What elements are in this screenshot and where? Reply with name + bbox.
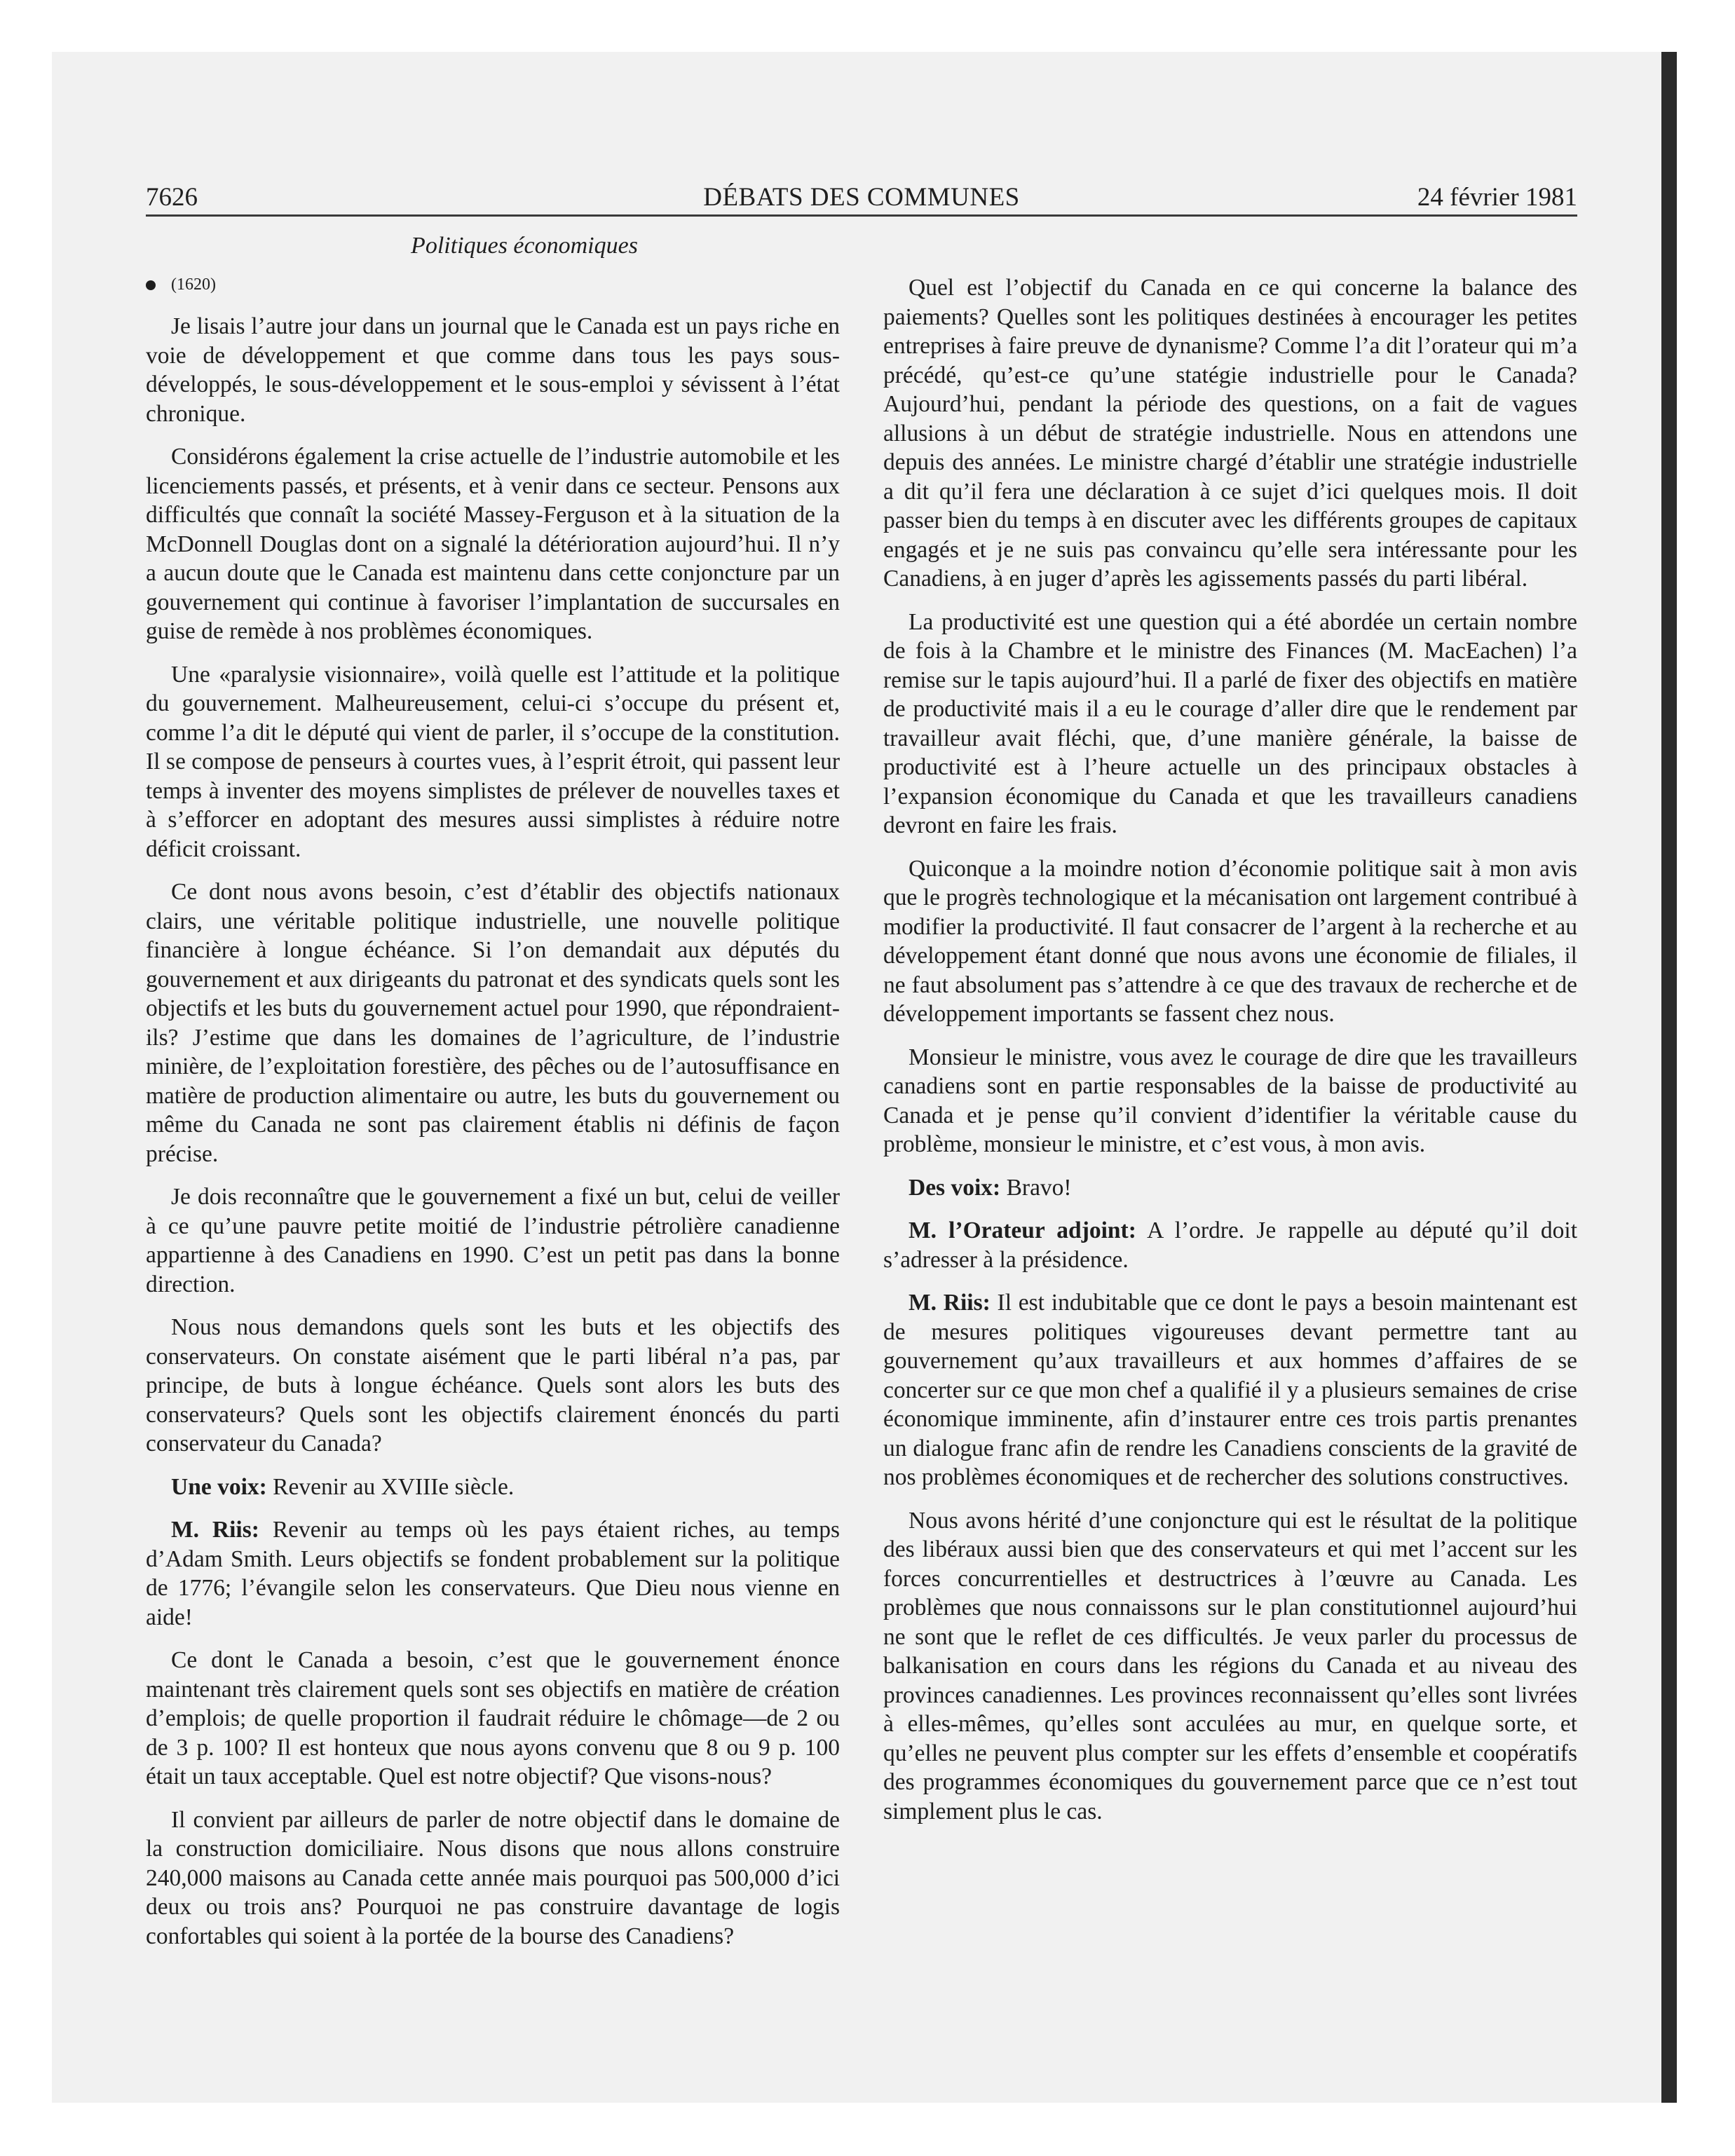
left-paragraphs (146, 312, 840, 1951)
timestamp (146, 271, 840, 300)
paragraph-text: Quiconque a la moindre notion d’économie politique sait à mon avis que le progrès technologique et la mécanisation ont largement contribué à modifier la productivité. Il faut consacrer de l’argent à la recherche et au développement étant donné que nous avons une économie de filiales, il ne faut absolument pas s’attendre à ce que des travaux de recherche et de développement importants se fassent chez nous. (883, 855, 1577, 1027)
paragraph (146, 660, 840, 864)
paragraph-text: A l’ordre. Je rappelle au député qu’il doit s’adresser à la présidence. (883, 1217, 1578, 1273)
paragraph-text: Je dois reconnaître que le gouvernement a fixé un but, celui de veiller à ce qu’une pauvre petite moitié de l’industrie pétrolière canadienne appartienne à des Canadiens en 1990. C’est un petit pas dans la bonne direction. (146, 1184, 840, 1297)
scan-edge-bar (1661, 52, 1677, 2103)
right-column (883, 273, 1577, 1840)
speaker-name: M. Riis: (171, 1517, 259, 1543)
speaker-name: M. l’Orateur adjoint: (909, 1217, 1136, 1243)
paragraph-text: Nous nous demandons quels sont les buts et les objectifs des conservateurs. On constate aisément que le parti libéral n’a pas, par principe, de buts à longue échéance. Quels sont alors les buts des conservateurs? Quels sont les objectifs clairement énoncés du parti conservateur du Canada? (146, 1314, 840, 1456)
paragraph-text: Ce dont nous avons besoin, c’est d’établir des objectifs nationaux clairs, une véritable politique industrielle, une nouvelle politique financière à longue échéance. Si l’on demandait aux députés du gouvernement et aux dirigeants du patronat et des syndicats quels sont les objectifs et les buts du gouvernement actuel pour 1990, que répondraient-ils? J’estime que dans les domaines de l’agriculture, de l’industrie minière, de l’exploitation forestière, des pêches ou de l’autosuffisance en matière de production alimentaire ou autre, les buts du gouvernement ou même du Canada ne sont pas clairement établis ni définis de façon précise. (146, 879, 840, 1167)
paragraph (146, 1473, 840, 1502)
publication-title: DÉBATS DES COMMUNES (703, 183, 1020, 212)
paragraph (883, 1288, 1577, 1492)
bullet-icon (146, 280, 156, 290)
paragraph-text: Bravo! (1006, 1174, 1072, 1201)
speaker-name: Des voix: (909, 1174, 1001, 1201)
page-number: 7626 (146, 183, 198, 212)
paragraph-text: Il est indubitable que ce dont le pays a besoin maintenant est de mesures politiques vigoureuses devant permettre tant au gouvernement qu’aux travailleurs et aux hommes d’affaires de se concerter sur ce que mon chef a qualifié il y a plusieurs semaines de crise économique imminente, afin d’instaurer entre ces trois partis prenantes un dialogue franc afin de rendre les Canadiens conscients de la gravité de nos problèmes économiques et de rechercher des solutions constructives. (883, 1290, 1578, 1490)
speaker-name: Une voix: (171, 1473, 267, 1500)
right-paragraphs (883, 273, 1577, 1826)
paragraph (146, 1646, 840, 1792)
paragraph (146, 312, 840, 428)
speaker-name: M. Riis: (909, 1290, 991, 1316)
paragraph-text: Considérons également la crise actuelle de l’industrie automobile et les licenciements passés, et présents, et à venir dans ce secteur. Pensons aux difficultés que connaît la société Massey-Ferguson et à la situation de la McDonnell Douglas dont on a signalé la détérioration aujourd’hui. Il n’y a aucun doute que le Canada est maintenu dans cette conjoncture par un gouvernement qui continue à favoriser l’implantation de succursales en guise de remède à nos problèmes économiques. (146, 444, 840, 644)
paragraph-text: Quel est l’objectif du Canada en ce qui concerne la balance des paiements? Quelles sont les politiques destinées à encourager les petites entreprises à faire preuve de dynanisme? Comme l’a dit l’orateur qui m’a précédé, qu’est-ce qu’une statégie industrielle pour le Canada? Aujourd’hui, pendant la période des questions, on a fait de vagues allusions à un début de stratégie industrielle. Nous en attendons une depuis des années. Le ministre chargé d’établir une stratégie industrielle a dit qu’il fera une déclaration à ce sujet d’ici quelques mois. Il doit passer bien du temps à en discuter avec les différents groupes de capitaux engagés et je ne suis pas convaincu qu’elle sera intéressante pour les Canadiens, à en juger d’après les agissements passés du parti libéral. (883, 275, 1577, 592)
paragraph (883, 1506, 1577, 1827)
page-header (146, 181, 1577, 217)
header-date: 24 février 1981 (1417, 183, 1577, 212)
paragraph (146, 1515, 840, 1632)
paragraph (146, 878, 840, 1168)
paragraph (146, 1182, 840, 1299)
paragraph (146, 442, 840, 646)
paragraph-text: Ce dont le Canada a besoin, c’est que le gouvernement énonce maintenant très clairement quels sont ses objectifs en matière de création d’emplois; de quelle proportion il faudrait réduire le chômage—de 2 ou de 3 p. 100? Il est honteux que nous ayons convenu que 8 ou 9 p. 100 était un taux acceptable. Quel est notre objectif? Que visons-nous? (146, 1647, 840, 1789)
section-title: Politiques économiques (411, 233, 638, 259)
paragraph-text: Il convient par ailleurs de parler de notre objectif dans le domaine de la construction domiciliaire. Nous disons que nous allons construire 240,000 maisons au Canada cette année mais pourquoi pas 500,000 d’ici deux ou trois ans? Pourquoi ne pas construire davantage de logis confortables qui soient à la portée de la bourse des Canadiens? (146, 1806, 840, 1949)
paragraph (883, 1173, 1577, 1203)
paragraph-text: Revenir au temps où les pays étaient riches, au temps d’Adam Smith. Leurs objectifs se fondent probablement sur la politique de 1776; l’évangile selon les conservateurs. Que Dieu nous vienne en aide! (146, 1517, 841, 1630)
paragraph (146, 1313, 840, 1459)
paragraph (883, 854, 1577, 1029)
paragraph (883, 1216, 1577, 1274)
paragraph-text: Une «paralysie visionnaire», voilà quelle est l’attitude et la politique du gouvernement. Malheureusement, celui-ci s’occupe du présent et, comme l’a dit le député qui vient de parler, il s’occupe de la constitution. Il se compose de penseurs à courtes vues, à l’esprit étroit, qui passent leur temps à inventer des moyens simplistes de prélever de nouvelles taxes et à s’efforcer en adoptant des mesures aussi simplistes à réduire notre déficit croissant. (146, 661, 840, 862)
paragraph (883, 1043, 1577, 1159)
paragraph-text: Revenir au XVIIIe siècle. (273, 1473, 515, 1500)
paragraph (883, 608, 1577, 840)
paragraph-text: Monsieur le ministre, vous avez le courage de dire que les travailleurs canadiens sont en partie responsables de la baisse de productivité au Canada et je pense qu’il convient d’identifier la véritable cause du problème, monsieur le ministre, et c’est vous, à mon avis. (883, 1044, 1577, 1157)
paragraph (883, 273, 1577, 594)
timestamp-text: (1620) (171, 275, 216, 294)
paragraph-text: La productivité est une question qui a été abordée un certain nombre de fois à la Chambre et le ministre des Finances (M. MacEachen) l’a remise sur le tapis aujourd’hui. Il a parlé de fixer des objectifs en matière de productivité mais il a eu le courage d’aller dire que le rendement par travailleur avait fléchi, que, d’une manière générale, la baisse de productivité est à l’heure actuelle un des principaux obstacles à l’expansion économique du Canada et que les travailleurs canadiens devront en faire les frais. (883, 608, 1577, 838)
paragraph-text: Je lisais l’autre jour dans un journal que le Canada est un pays riche en voie de développement et que comme dans tous les pays sous-développés, le sous-développement et le sous-emploi y sévissent à l’état chronique. (146, 313, 840, 427)
left-column (146, 231, 840, 1965)
paragraph (146, 1806, 840, 1951)
paragraph-text: Nous avons hérité d’une conjoncture qui est le résultat de la politique des libéraux aussi bien que des conservateurs et qui met l’accent sur les forces concurrentielles et destructrices à l’œuvre au Canada. Les problèmes que nous connaissons sur le plan constitutionnel aujourd’hui ne sont que le reflet de ces difficultés. Je veux parler du processus de balkanisation en cours dans les régions du Canada et au niveau des provinces canadiennes. Les provinces reconnaissent qu’elles sont livrées à elles-mêmes, qu’elles sont acculées au mur, en quelque sorte, et qu’elles ne peuvent plus compter sur les effets d’ensemble et coopératifs des programmes économiques du gouvernement parce que ce n’est tout simplement plus le cas. (883, 1507, 1577, 1824)
